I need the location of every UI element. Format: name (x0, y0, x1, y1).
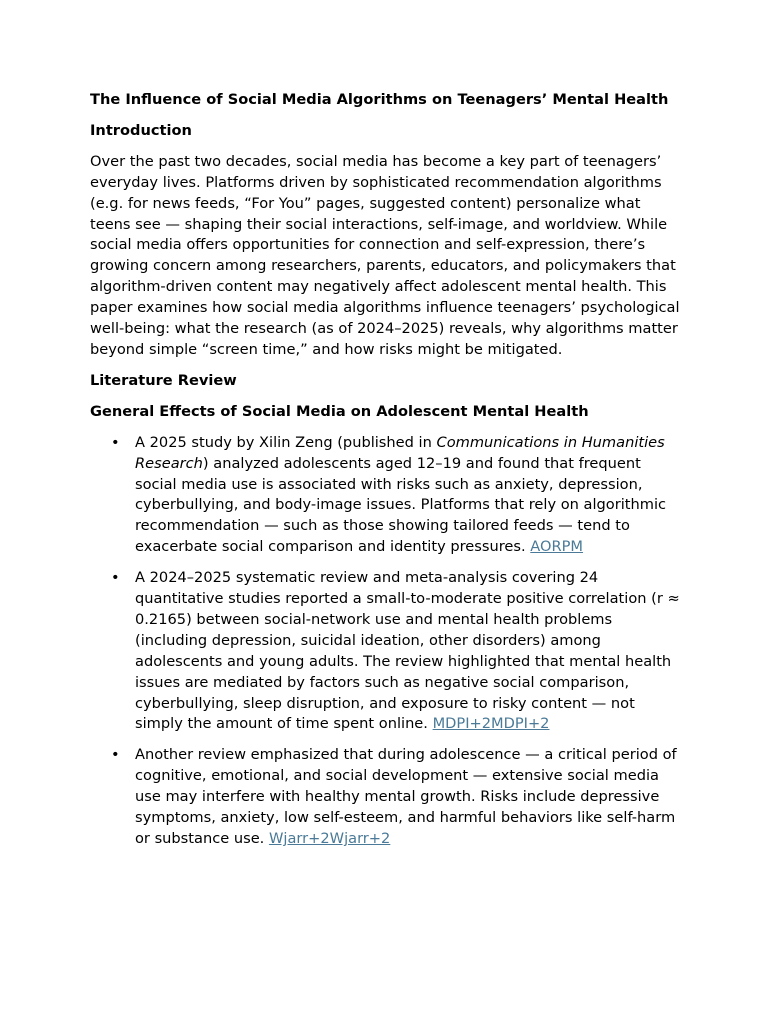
general-effects-subheading: General Effects of Social Media on Adolescent Mental Health (90, 402, 589, 420)
document-title: The Influence of Social Media Algorithms on Teenagers’ Mental Health (90, 91, 669, 108)
list-item-text: A 2024–2025 systematic review and meta-analysis covering 24 quantitative studies reported a small-to-moderate positive correlation (r ≈ 0.2165) between social-network use and mental health problems (including depression, suicidal ideation, other disorders) among adolescents and young adults. The review highlighted that mental health issues are mediated by factors such as negative social comparison, cyberbullying, sleep disruption, and exposure to risky content — not simply the amount of time spent online. (135, 569, 680, 733)
bullet-icon: • (111, 433, 120, 451)
list-item-text: Another review emphasized that during adolescence — a critical period of cognitive, emotional, and social development — extensive social media use may interfere with healthy mental growth. Risks include depressive symptoms, anxiety, low self-esteem, and harmful behaviors like self-harm or substance use. (135, 746, 677, 847)
citation-link[interactable]: Wjarr+2Wjarr+2 (268, 830, 391, 847)
citation-link[interactable]: AORPM (530, 538, 584, 556)
bullet-icon: • (111, 746, 120, 764)
list-item (90, 745, 682, 850)
list-item-text-continued: ) analyzed adolescents aged 12–19 and found that frequent social media use is associated with risks such as anxiety, depression, cyberbullying, and body-image issues. Platforms that rely on algorithmic recommendation — such as those showing tailored feeds — tend to exacerbate social comparison and identity pressures. (135, 454, 667, 556)
citation-link[interactable]: MDPI+2MDPI+2 (432, 715, 550, 733)
introduction-heading: Introduction (90, 121, 192, 139)
bullet-icon: • (111, 569, 120, 587)
list-item (90, 568, 682, 735)
introduction-paragraph: Over the past two decades, social media has become a key part of teenagers’ everyday lives. Platforms driven by sophisticated recommendation algorithms (e.g. for news feeds, “For You” pages, suggested content) personalize what teens see — shaping their social interactions, self-image, and worldview. While social media offers opportunities for connection and self-expression, there’s growing concern among researchers, parents, educators, and policymakers that algorithm-driven content may negatively affect adolescent mental health. This paper examines how social media algorithms influence teenagers’ psychological well-being: what the research (as of 2024–2025) reveals, why algorithms matter beyond simple “screen time,” and how risks might be mitigated. (90, 152, 680, 358)
literature-review-heading: Literature Review (90, 371, 237, 389)
journal-title: Communications in Humanities Research (135, 433, 665, 472)
findings-list (90, 433, 682, 850)
document-page (90, 90, 682, 860)
list-item-text: A 2025 study by Xilin Zeng (published in (135, 433, 437, 451)
list-item (90, 433, 682, 558)
